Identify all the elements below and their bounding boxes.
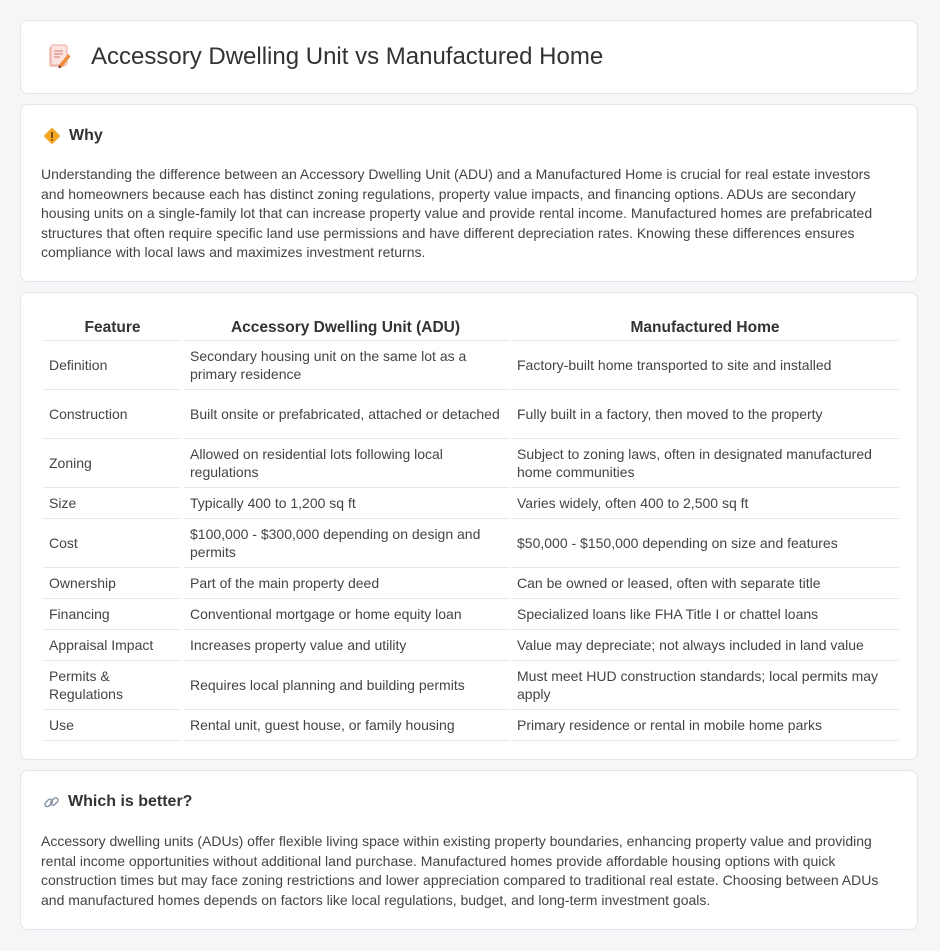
row-manufactured: Must meet HUD construction standards; local permits may apply <box>510 661 899 710</box>
row-adu: Increases property value and utility <box>182 630 510 661</box>
row-manufactured: Subject to zoning laws, often in designated manufactured home communities <box>510 439 899 488</box>
table-row <box>43 661 899 710</box>
row-adu: Allowed on residential lots following local regulations <box>182 439 510 488</box>
why-heading: Why <box>69 127 103 144</box>
row-manufactured: Factory-built home transported to site and installed <box>510 341 899 390</box>
table-header-row <box>43 315 899 341</box>
page-title: Accessory Dwelling Unit vs Manufactured Home <box>91 43 604 70</box>
row-manufactured: Varies widely, often 400 to 2,500 sq ft <box>510 488 899 519</box>
row-manufactured: Specialized loans like FHA Title I or chattel loans <box>510 599 899 630</box>
better-text: Accessory dwelling units (ADUs) offer flexible living space within existing property boundaries, enhancing property value and providing rental income opportunities without additional land purchase. Manufactured homes provide affordable housing options with quick construction times but may face zoning restrictions and lower appreciation compared to traditional real estate. Choosing between ADUs and manufactured homes depends on factors like local regulations, budget, and long-term investment goals. <box>41 833 879 908</box>
table-row <box>43 390 899 439</box>
document-pencil-icon <box>47 43 71 71</box>
row-feature: Definition <box>43 341 182 390</box>
road-sign-icon <box>43 127 61 145</box>
row-adu: $100,000 - $300,000 depending on design and permits <box>182 519 510 568</box>
table-row <box>43 599 899 630</box>
row-adu: Conventional mortgage or home equity loan <box>182 599 510 630</box>
header-manufactured: Manufactured Home <box>510 315 899 341</box>
table-row <box>43 439 899 488</box>
table-row <box>43 568 899 599</box>
row-adu: Secondary housing unit on the same lot as a primary residence <box>182 341 510 390</box>
row-feature: Appraisal Impact <box>43 630 182 661</box>
table-row <box>43 710 899 741</box>
row-adu: Typically 400 to 1,200 sq ft <box>182 488 510 519</box>
row-manufactured: Primary residence or rental in mobile home parks <box>510 710 899 741</box>
row-feature: Ownership <box>43 568 182 599</box>
row-adu: Part of the main property deed <box>182 568 510 599</box>
better-heading: Which is better? <box>68 793 193 810</box>
row-adu: Rental unit, guest house, or family housing <box>182 710 510 741</box>
better-heading-row <box>43 793 192 811</box>
why-heading-row <box>43 127 103 145</box>
why-section <box>20 104 918 282</box>
comparison-table-card <box>20 292 918 760</box>
row-feature: Financing <box>43 599 182 630</box>
row-manufactured: Fully built in a factory, then moved to the property <box>510 390 899 439</box>
why-text: Understanding the difference between an Accessory Dwelling Unit (ADU) and a Manufactured Home is crucial for real estate investors and homeowners because each has distinct zoning regulations, property value impacts, and financing options. ADUs are secondary housing units on a single-family lot that can increase property value and provide rental income. Manufactured homes are prefabricated structures that often require specific land use permissions and have different depreciation rates. Knowing these differences ensures compliance with local laws and maximizes investment returns. <box>41 166 873 260</box>
row-feature: Zoning <box>43 439 182 488</box>
row-feature: Cost <box>43 519 182 568</box>
header-feature: Feature <box>43 315 182 341</box>
table-row <box>43 519 899 568</box>
row-feature: Use <box>43 710 182 741</box>
table-row <box>43 341 899 390</box>
title-row <box>47 43 603 71</box>
header-adu: Accessory Dwelling Unit (ADU) <box>182 315 510 341</box>
row-adu: Requires local planning and building permits <box>182 661 510 710</box>
row-manufactured: Value may depreciate; not always included in land value <box>510 630 899 661</box>
link-icon <box>43 794 60 811</box>
which-is-better-section <box>20 770 918 930</box>
row-manufactured: Can be owned or leased, often with separate title <box>510 568 899 599</box>
comparison-table <box>43 315 899 741</box>
table-row <box>43 630 899 661</box>
row-feature: Size <box>43 488 182 519</box>
row-feature: Construction <box>43 390 182 439</box>
table-row <box>43 488 899 519</box>
row-adu: Built onsite or prefabricated, attached or detached <box>182 390 510 439</box>
row-manufactured: $50,000 - $150,000 depending on size and features <box>510 519 899 568</box>
title-card <box>20 20 918 94</box>
row-feature: Permits & Regulations <box>43 661 182 710</box>
